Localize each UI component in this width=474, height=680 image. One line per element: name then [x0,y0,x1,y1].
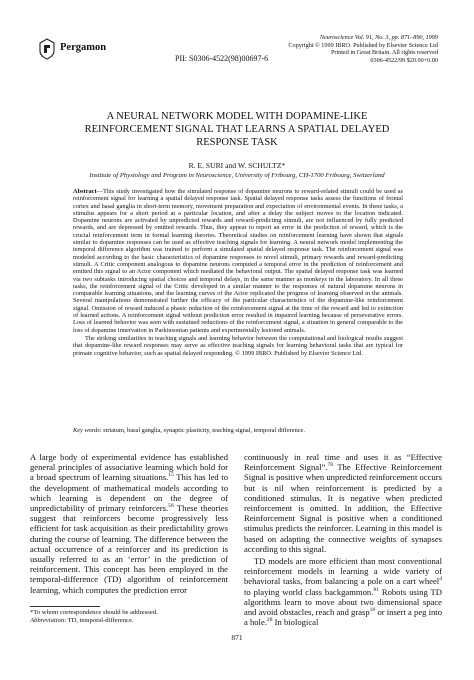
body-text: These theories suggest that reinforcers become progressively less efficient for task acquisition as their predictability grows during the course of learning. The difference between the actual occurrence of a reinforcer and its prediction is usually referred to as an ‘error’ in the prediction of reinforcement. This concept has been employed in the temporal-difference (TD) algorithm of reinforcement learning, which computes the prediction error [30,503,228,595]
body-text: TD models are more efficient than most conventional reinforcement models in learning a wide variety of behavioral tasks, from balancing a pole on a cart wheel [244,556,442,587]
authors: R. E. SURI and W. SCHULTZ* [188,161,286,170]
citation-ref[interactable]: 16 [369,607,376,614]
abstract-text: —This study investigated how the simulated response of dopamine neurons to reward-related stimuli could be used as reinforcement signal for learning a spatial delayed response task. Spatial delayed response tasks assess the functions of frontal cortex and basal ganglia in short-term memory, movement preparation and expectation of environmental events. In these tasks, a stimulus appears for a short period at a particular location, and after a delay the subject moves to the location indicated. Dopamine neurons are activated by unpredicted rewards and reward-predicting stimuli, are not influenced by fully predicted rewards, and are depressed by omitted rewards. Thus, they appear to report an error in the prediction of reward, which is the crucial reinforcement term in formal learning theories. Theoretical studies on reinforcement learning have shown that signals similar to dopamine responses can be used as effective teaching signals for learning. A neural network model implementing the temporal difference algorithm was trained to perform a simulated spatial delayed response task. The reinforcement signal was modeled according to the basic characteristics of dopamine responses to novel stimuli, primary rewards and reward-predicting stimuli. A Critic component analogous to dopamine neurons computed a temporal error in the prediction of reinforcement and emitted this signal to an Actor component which mediated the behavioral output. The spatial delayed response task was learned via two subtasks introducing spatial choices and temporal delays, in the same manner as monkeys in the laboratory. In all three tasks, the reinforcement signal of the Critic developed in a similar manner to the responses of natural dopamine neurons in comparable learning situations, and the learning curves of the Actor replicated the progress of learning observed in the animals. Several manipulations demonstrated further the efficacy of the particular characteristics of the dopamine-like reinforcement signal. Omission of reward induced a phasic reduction of the reinforcement signal at the time of the reward and led to extinction of learned actions. A reinforcement signal without prediction error resulted in impaired learning because of perseverative errors. Loss of learned behavior was seen with sustained reductions of the reinforcement signal, a situation in general comparable to the loss of dopamine innervation in Parkinsonian patients and experimentally lesioned animals. [73,188,403,334]
abbreviation-label: Abbreviation [30,617,65,624]
body-paragraph [244,452,442,554]
footnote-divider [30,606,100,607]
title-line: RESPONSE TASK [196,137,278,148]
copyright-line: Copyright © 1999 IBRO. Published by Elsevier Science Ltd [288,41,438,49]
citation-ref[interactable]: 4 [439,576,442,583]
journal-citation: Neuroscience Vol. 91, No. 3, pp. 871–890, 1999 [319,34,438,41]
citation-ref[interactable]: 15 [168,472,174,479]
body-text: continuously in real time and uses it as “Effective Reinforcement Signal”. [244,452,442,473]
citation-ref[interactable]: 56 [168,503,174,510]
keywords [73,427,403,434]
footnotes [30,609,230,625]
pergamon-emblem-icon [38,38,56,60]
body-text: to playing world class backgammon. [244,586,374,597]
body-paragraph [30,452,228,595]
keywords-label: Key words [73,427,100,434]
article-title [40,110,434,149]
body-text: The Effective Reinforcement Signal is positive when unpredicted reinforcement occurs but is nil when reinforcement is predicted by a conditioned stimulus. It is negative when predicted reinforcement is omitted. In addition, the Effective Reinforcement Signal is positive when a conditioned stimulus predicts the reinforcer. Learning in this model is based on adapting the connective weights of synapses according to this signal. [244,462,443,554]
affiliation: Institute of Physiology and Program in Neuroscience, University of Fribourg, CH-1700 Fribourg, Switzerland [89,172,385,179]
citation-ref[interactable]: 28 [266,617,273,624]
body-text: This has led to the development of mathematical models according to which learning is dependent on the degree of unpredictability of primary reinforcers. [30,472,228,514]
body-column-right [244,452,442,627]
body-column-left [30,452,228,595]
issn-line: 0306-4522/99 $20.00+0.00 [370,56,438,64]
correspondence-note: *To whom correspondence should be addressed. [30,609,158,616]
abstract-paragraph [73,188,403,334]
body-paragraph [244,556,442,627]
page-number: 871 [231,633,243,642]
publisher-logo [38,38,128,62]
citation-ref[interactable]: 78 [327,462,334,469]
abstract-paragraph: The striking similarities in teaching signals and learning behavior between the computational and biological results suggest that dopamine-like reward responses may serve as effective teaching signals for learning behavioral tasks that are typical for primate cognitive behavior, such as spatial delayed responding. © 1999 IBRO. Published by Elsevier Science Ltd. [73,334,403,357]
body-text: or insert a peg into a hole. [244,607,442,628]
body-text: In biological [272,617,319,628]
abbreviation-text: : TD, temporal-difference. [64,617,134,624]
abbreviation-note [30,617,230,625]
publisher-name: Pergamon [60,42,107,53]
printed-line: Printed in Great Britain. All rights reserved [330,49,438,57]
title-line: A NEURAL NETWORK MODEL WITH DOPAMINE-LIKE [106,111,368,122]
body-text: A large body of experimental evidence has established general principles of associative learning which hold for a broad spectrum of learning situations. [30,452,228,483]
abstract-label: Abstract [73,188,97,195]
keywords-text: : striatum, basal ganglia, synaptic plasticity, teaching signal, temporal difference. [99,427,305,434]
title-line: REINFORCEMENT SIGNAL THAT LEARNS A SPATIAL DELAYED [84,124,390,135]
body-text: Robots using TD algorithms learn to move about two dimensional space and avoid obstacles, reach and grasp [244,586,442,618]
abstract [73,188,403,357]
pii-identifier: PII: S0306-4522(98)00697-6 [175,54,269,63]
citation-ref[interactable]: 81 [373,586,379,593]
